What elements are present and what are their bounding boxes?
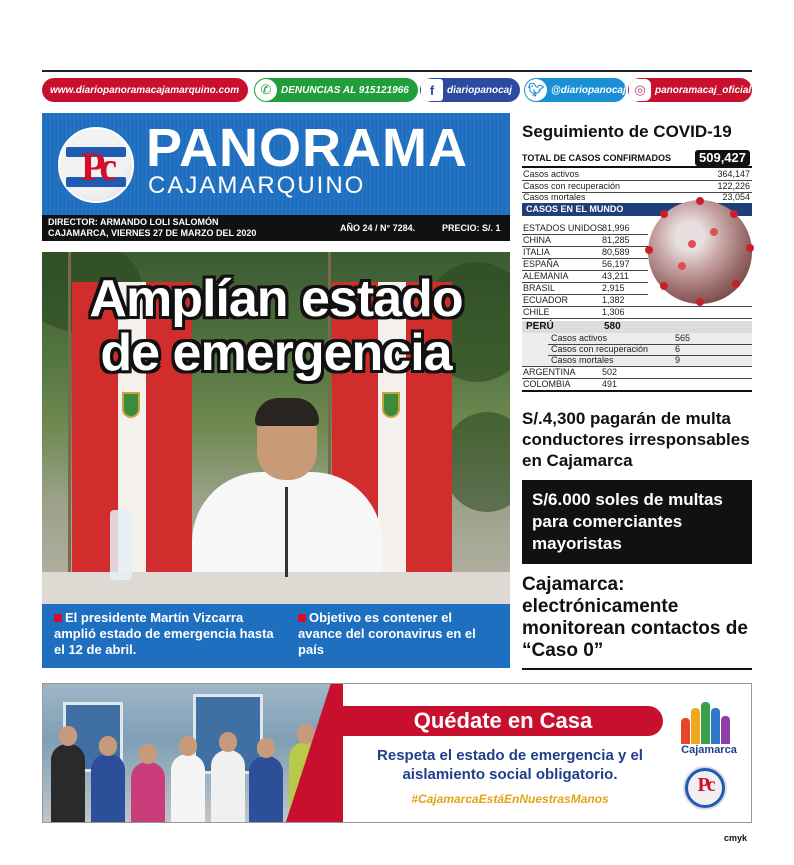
twitter-text: @diariopanocaj [551, 84, 626, 96]
whatsapp-link[interactable] [254, 78, 418, 102]
country-name: ITALIA [523, 247, 550, 257]
country-value: 80,589 [602, 247, 630, 257]
twitter-icon: 🐦︎ [525, 79, 547, 101]
country-name: BRASIL [523, 283, 556, 293]
instagram-text: panoramacaj_oficial [655, 84, 752, 96]
country-value: 502 [602, 367, 618, 377]
covid-total-label: TOTAL DE CASOS CONFIRMADOS [522, 153, 672, 163]
coronavirus-icon [648, 200, 752, 304]
country-value: 81,285 [602, 235, 630, 245]
cajamarca-logo-text: Cajamarca [681, 744, 737, 756]
bullet-icon [54, 614, 62, 622]
country-name: COLOMBIA [523, 379, 571, 389]
facebook-link[interactable] [420, 78, 520, 102]
whatsapp-text: DENUNCIAS AL 915121966 [281, 84, 409, 96]
covid-total-value: 509,427 [695, 150, 750, 166]
caption-left: El presidente Martín Vizcarra amplió estado de emergencia hasta el 12 de abril. [54, 610, 274, 657]
country-value: 2,915 [602, 283, 625, 293]
story-multas-comerciantes[interactable]: S/6.000 soles de multas para comerciantes mayoristas [532, 490, 723, 553]
world-cases-header: CASOS EN EL MUNDO [522, 203, 752, 216]
caption-right: Objetivo es contener el avance del coronavirus en el país [298, 610, 476, 657]
banner-hashtag: #CajamarcaEstáEnNuestrasManos [411, 792, 609, 806]
headline-line-2: de emergencia [100, 324, 452, 382]
top-divider [42, 70, 752, 72]
column-divider [522, 668, 752, 670]
peru-sub-label: Casos mortales [551, 355, 614, 365]
director-line: DIRECTOR: ARMANDO LOLI SALOMÓN [48, 217, 219, 227]
country-name: ARGENTINA [523, 367, 576, 377]
facebook-icon: f [421, 79, 443, 101]
main-headline[interactable] [60, 272, 492, 380]
print-mark: cmyk [724, 833, 748, 843]
website-link[interactable] [42, 78, 248, 102]
covid-title: Seguimiento de COVID-19 [522, 122, 732, 141]
instagram-link[interactable] [628, 78, 752, 102]
peru-sub-label: Casos activos [551, 333, 608, 343]
country-value: 56,197 [602, 259, 630, 269]
logo-letters: Pc [80, 144, 112, 189]
instagram-icon: ◎ [629, 79, 651, 101]
photo-caption [42, 604, 510, 668]
twitter-link[interactable] [524, 78, 626, 102]
country-value: 43,211 [602, 271, 629, 281]
global-row-value: 23,054 [722, 192, 750, 202]
banner-title: Quédate en Casa [413, 708, 593, 733]
masthead-infobar [42, 215, 510, 241]
country-name: ECUADOR [523, 295, 569, 305]
newspaper-logo [58, 127, 134, 203]
story-multa-conductores[interactable]: S/.4,300 pagarán de multa conductores irresponsables en Cajamarca [522, 409, 750, 470]
global-row-label: Casos activos [523, 169, 580, 179]
facebook-text: diariopanocaj [447, 84, 513, 96]
covid-total-row [522, 150, 752, 168]
whatsapp-icon: ✆ [255, 79, 277, 101]
global-row-label: Casos mortales [523, 192, 586, 202]
headline-line-1: Amplían estado [89, 270, 463, 328]
bullet-icon [298, 614, 306, 622]
global-row-value: 364,147 [717, 169, 750, 179]
country-name: CHINA [523, 235, 552, 245]
country-value: 81,996 [602, 223, 630, 233]
quedate-en-casa-banner[interactable] [42, 683, 752, 823]
country-name: ALEMANIA [523, 271, 569, 281]
masthead-subtitle: CAJAMARQUINO [148, 172, 366, 199]
peru-sub-value: 565 [675, 333, 691, 343]
peru-value: 580 [604, 321, 621, 332]
peru-sub-value: 9 [675, 355, 681, 365]
peru-label: PERÚ [526, 321, 554, 332]
peru-sub-value: 6 [675, 344, 681, 354]
date-line: CAJAMARCA, VIERNES 27 DE MARZO DEL 2020 [48, 228, 257, 238]
country-value: 1,382 [602, 295, 625, 305]
peru-sub-label: Casos con recuperación [551, 344, 649, 354]
story-caso-cero[interactable]: Cajamarca: electrónicamente monitorean contactos de “Caso 0” [522, 574, 748, 661]
country-value: 1,306 [602, 307, 625, 317]
cajamarca-hands-icon [679, 698, 739, 744]
global-row-label: Casos con recuperación [523, 181, 621, 191]
country-name: CHILE [523, 307, 550, 317]
price: PRECIO: S/. 1 [442, 223, 501, 233]
country-name: ESPAÑA [523, 259, 559, 269]
country-value: 491 [602, 379, 618, 389]
website-text: www.diariopanoramacajamarquino.com [50, 84, 240, 96]
banner-text: Respeta el estado de emergencia y el aislamiento social obligatorio. [377, 747, 643, 783]
panorama-small-logo: Pc [683, 766, 727, 810]
masthead-title: PANORAMA [146, 118, 468, 178]
global-row-value: 122,226 [717, 181, 750, 191]
peru-row [522, 321, 752, 333]
country-name: ESTADOS UNIDOS [523, 223, 603, 233]
issue-number: AÑO 24 / N° 7284. [340, 223, 416, 233]
sanitizer-bottle [110, 510, 132, 580]
